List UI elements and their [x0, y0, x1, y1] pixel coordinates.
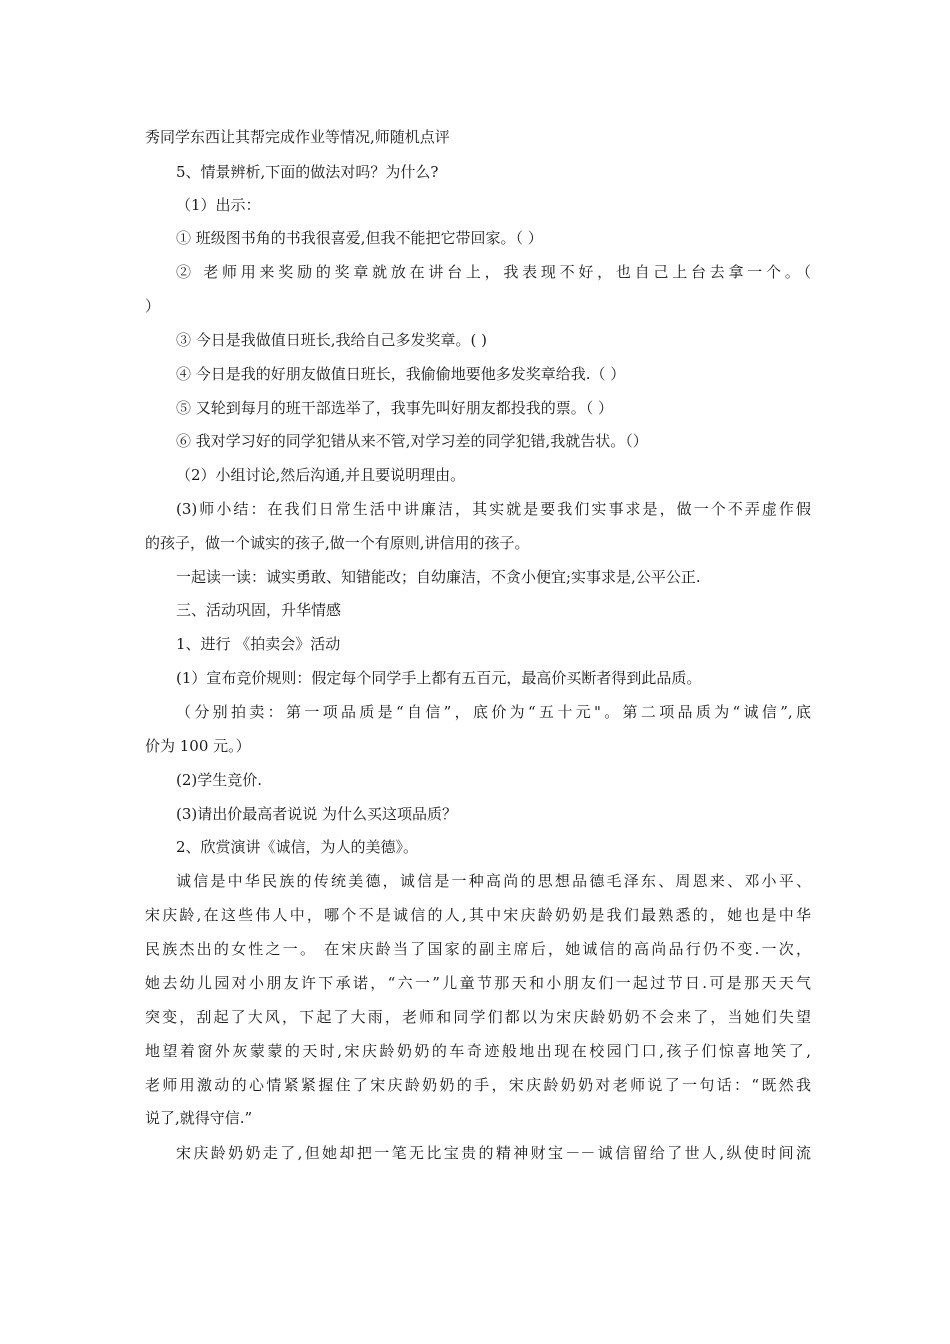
- text-line: ① 班级图书角的书我很喜爱,但我不能把它带回家。（ ）: [176, 229, 543, 247]
- text-line: 的孩子，做一个诚实的孩子,做一个有原则,讲信用的孩子。: [145, 534, 530, 552]
- text-line: ② 老师用来奖励的奖章就放在讲台上，我表现不好，也自己上台去拿一个。（: [176, 263, 811, 281]
- text-line: 1、进行 《拍卖会》活动: [176, 635, 341, 653]
- text-line: (1）宣布竞价规则：假定每个同学手上都有五百元，最高价买断者得到此品质。: [176, 669, 702, 687]
- text-line: 秀同学东西让其帮完成作业等情况,师随机点评: [145, 128, 450, 146]
- text-line: （分别拍卖：第一项品质是“自信”，底价为“五十元"。第二项品质为“诚信”,底: [176, 703, 811, 721]
- text-line: 地望着窗外灰蒙蒙的天时,宋庆龄奶奶的车奇迹般地出现在校园门口,孩子们惊喜地笑了,: [145, 1042, 811, 1060]
- text-line: 她去幼儿园对小朋友许下承诺，“六一”儿童节那天和小朋友们一起过节日.可是那天天气: [145, 974, 811, 992]
- text-line: ③ 今日是我做值日班长,我给自己多发奖章。( ): [176, 331, 488, 349]
- text-line: 宋庆龄奶奶走了,但她却把一笔无比宝贵的精神财宝－－诚信留给了世人,纵使时间流: [176, 1144, 811, 1162]
- text-line: 老师用激动的心情紧紧握住了宋庆龄奶奶的手，宋庆龄奶奶对老师说了一句话：“既然我: [145, 1076, 811, 1094]
- text-line: 一起读一读：诚实勇敢、知错能改；自幼廉洁，不贪小便宜;实事求是,公平公正.: [176, 568, 701, 586]
- section-heading: 三、活动巩固，升华情感: [176, 601, 342, 619]
- text-line: 宋庆龄,在这些伟人中，哪个不是诚信的人,其中宋庆龄奶奶是我们最熟悉的，她也是中华: [145, 906, 811, 924]
- text-line: ④ 今日是我的好朋友做值日班长，我偷偷地要他多发奖章给我.（ ）: [176, 365, 626, 383]
- text-line: (3)请出价最高者说说 为什么买这项品质？: [176, 805, 458, 823]
- text-line: (2)学生竞价.: [176, 771, 263, 789]
- text-line: （1）出示：: [176, 196, 261, 214]
- text-line: 诚信是中华民族的传统美德，诚信是一种高尚的思想品德毛泽东、周恩来、邓小平、: [176, 872, 811, 890]
- text-line: （2）小组讨论,然后沟通,并且要说明理由。: [176, 466, 466, 484]
- text-line: ⑥ 我对学习好的同学犯错从来不管,对学习差的同学犯错,我就告状。（）: [176, 432, 648, 450]
- text-line: 价为 100 元。）: [145, 737, 251, 755]
- text-line: 2、欣赏演讲《诚信，为人的美德》。: [176, 838, 419, 856]
- text-line: 说了,就得守信.”: [145, 1109, 253, 1127]
- text-line: (3)师小结：在我们日常生活中讲廉洁，其实就是要我们实事求是，做一个不弄虚作假: [176, 500, 811, 518]
- text-line: 突变，刮起了大风，下起了大雨，老师和同学们都以为宋庆龄奶奶不会来了，当她们失望: [145, 1008, 811, 1026]
- text-line: ）: [145, 297, 161, 315]
- text-line: 5、情景辨析,下面的做法对吗？为什么?: [176, 163, 439, 181]
- text-line: ⑤ 又轮到每月的班干部选举了，我事先叫好朋友都投我的票。（ ）: [176, 399, 614, 417]
- text-line: 民族杰出的女性之一。 在宋庆龄当了国家的副主席后，她诚信的高尚品行仍不变.一次，: [145, 940, 811, 958]
